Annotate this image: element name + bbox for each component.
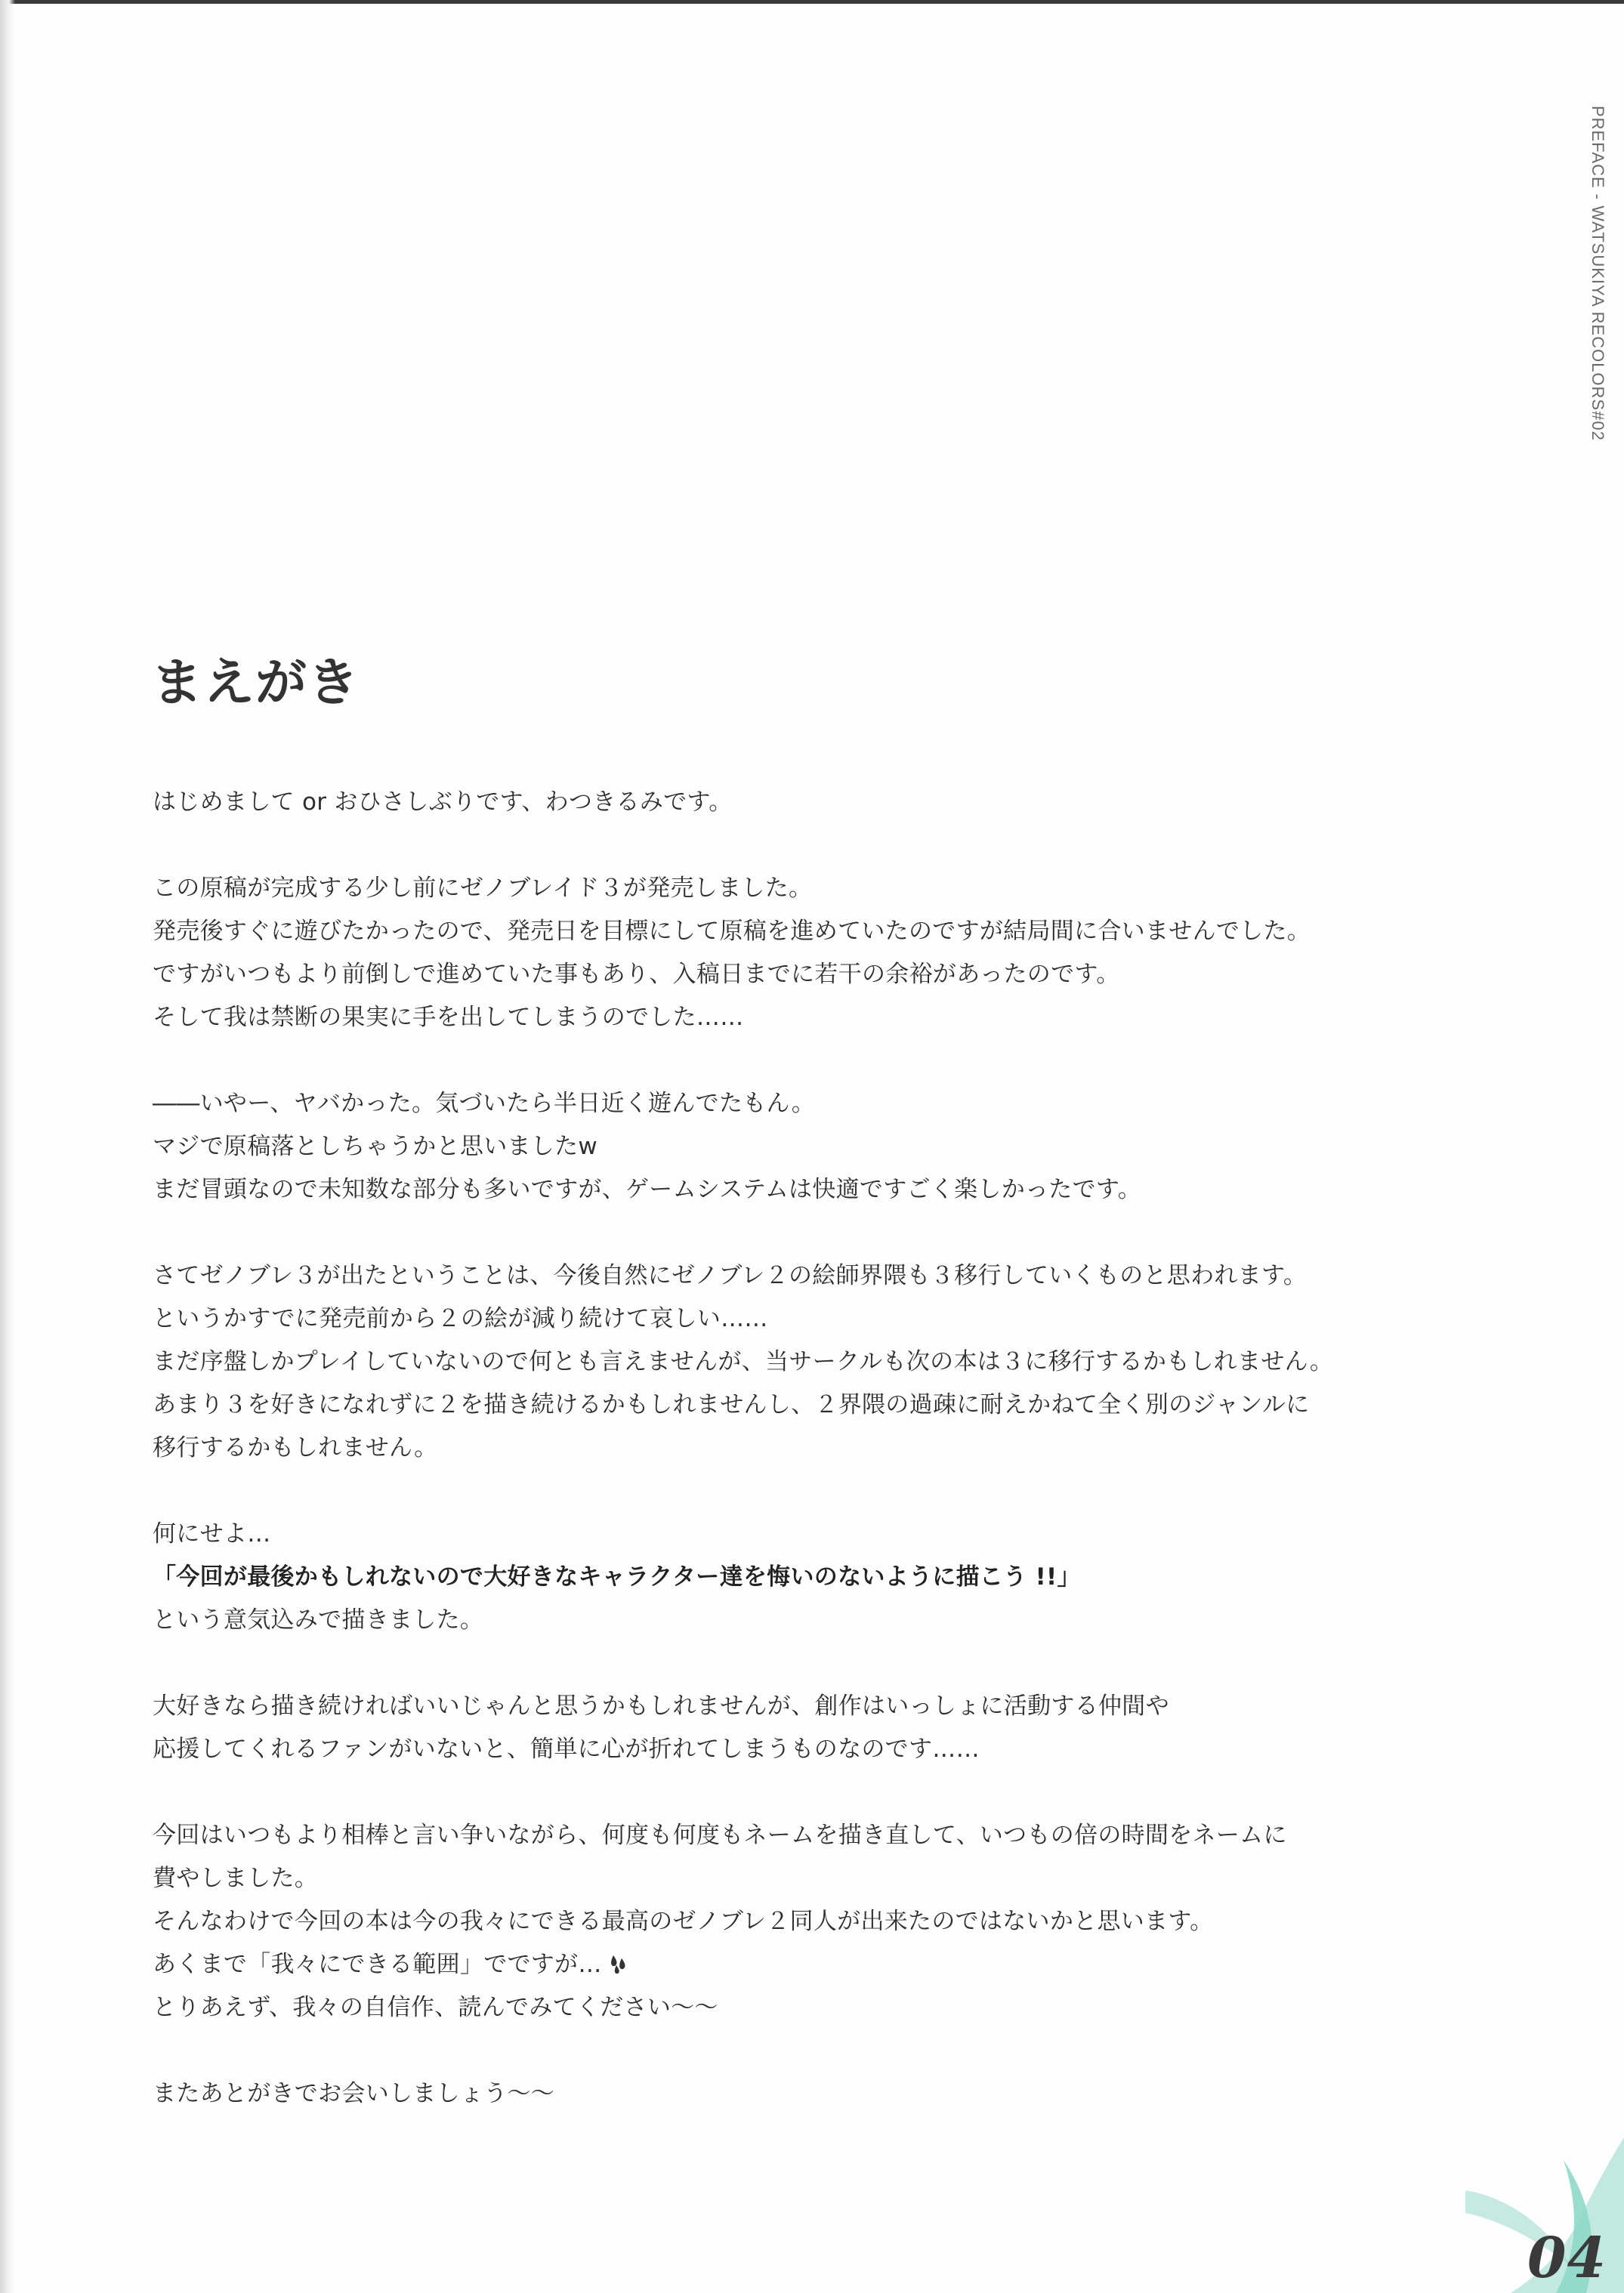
line-text: はじめまして or おひさしぶりです、わつきるみです。 bbox=[153, 789, 733, 816]
preface-body bbox=[153, 781, 1452, 2159]
text-line bbox=[153, 1599, 1452, 1642]
page-top-border bbox=[0, 0, 1624, 4]
page-number: 04 bbox=[1527, 2226, 1607, 2291]
text-line bbox=[153, 996, 1452, 1039]
text-line bbox=[153, 1384, 1452, 1427]
line-text: この原稿が完成する少し前にゼノブレイド３が発売しました。 bbox=[153, 875, 813, 902]
text-line bbox=[153, 1814, 1452, 1857]
paragraph bbox=[153, 2072, 1452, 2116]
line-text: あくまで「我々にできる範囲」でですが… bbox=[153, 1951, 602, 1978]
line-text: 何にせよ… bbox=[153, 1520, 271, 1548]
emphasis-line bbox=[153, 1556, 1452, 1599]
line-text: 費やしました。 bbox=[153, 1865, 319, 1892]
text-line bbox=[153, 1298, 1452, 1341]
text-line bbox=[153, 1513, 1452, 1556]
line-text: そして我は禁断の果実に手を出してしまうのでした…… bbox=[153, 1004, 744, 1031]
text-line bbox=[153, 910, 1452, 953]
text-line bbox=[153, 1255, 1452, 1298]
paragraph bbox=[153, 867, 1452, 1039]
text-line bbox=[153, 867, 1452, 910]
line-text: 移行するかもしれません。 bbox=[153, 1434, 438, 1461]
line-text: またあとがきでお会いしましょう～～ bbox=[153, 2080, 555, 2107]
text-line bbox=[153, 1728, 1452, 1771]
line-text: 大好きなら描き続ければいいじゃんと思うかもしれませんが、創作はいっしょに活動する仲間や bbox=[153, 1693, 1169, 1720]
line-text: 発売後すぐに遊びたかったので、発売日を目標にして原稿を進めていたのですが結局間に合いませんでした。 bbox=[153, 918, 1311, 945]
text-line bbox=[153, 1986, 1452, 2029]
text-line bbox=[153, 1685, 1452, 1728]
text-line bbox=[153, 1427, 1452, 1470]
text-line bbox=[153, 1125, 1452, 1168]
page-heading: まえがき bbox=[151, 653, 360, 713]
binding-edge bbox=[0, 0, 15, 2293]
paragraph bbox=[153, 1513, 1452, 1642]
line-text: ――いやー、ヤバかった。気づいたら半日近く遊んでたもん。 bbox=[153, 1090, 816, 1117]
text-line bbox=[153, 2072, 1452, 2116]
line-text: 「今回が最後かもしれないので大好きなキャラクター達を悔いのないように描こう !!」 bbox=[153, 1563, 1081, 1591]
line-text: ですがいつもより前倒しで進めていた事もあり、入稿日までに若干の余裕があったのです。 bbox=[153, 961, 1120, 988]
text-line bbox=[153, 1341, 1452, 1384]
line-text: とりあえず、我々の自信作、読んでみてください～～ bbox=[153, 1994, 718, 2021]
line-text: という意気込みで描きました。 bbox=[153, 1606, 484, 1634]
side-section-label: PREFACE - WATSUKIYA RECOLORS#02 bbox=[1588, 106, 1607, 441]
text-line bbox=[153, 1857, 1452, 1900]
line-text: さてゼノブレ３が出たということは、今後自然にゼノブレ２の絵師界隈も３移行していくものと思われます。 bbox=[153, 1262, 1308, 1289]
line-text: マジで原稿落としちゃうかと思いましたw bbox=[153, 1133, 598, 1160]
text-line bbox=[153, 953, 1452, 996]
paragraph bbox=[153, 1814, 1452, 2029]
line-text: 今回はいつもより相棒と言い争いながら、何度も何度もネームを描き直して、いつもの倍の時間をネームに bbox=[153, 1822, 1287, 1849]
paragraph bbox=[153, 1685, 1452, 1771]
line-text: そんなわけで今回の本は今の我々にできる最高のゼノブレ２同人が出来たのではないかと思います。 bbox=[153, 1908, 1214, 1935]
line-text: まだ序盤しかプレイしていないので何とも言えませんが、当サークルも次の本は３に移行するかもしれません。 bbox=[153, 1348, 1334, 1375]
sweat-drops-icon bbox=[607, 1952, 629, 1975]
text-line bbox=[153, 1900, 1452, 1943]
paragraph bbox=[153, 781, 1452, 824]
line-text: あまり３を好きになれずに２を描き続けるかもしれませんし、２界隈の過疎に耐えかねて全く別のジャンルに bbox=[153, 1391, 1310, 1418]
paragraph bbox=[153, 1255, 1452, 1470]
text-line bbox=[153, 781, 1452, 824]
line-text: 応援してくれるファンがいないと、簡単に心が折れてしまうものなのです…… bbox=[153, 1736, 980, 1763]
paragraph bbox=[153, 1082, 1452, 1211]
text-line bbox=[153, 1168, 1452, 1211]
line-text: まだ冒頭なので未知数な部分も多いですが、ゲームシステムは快適ですごく楽しかったです。 bbox=[153, 1176, 1142, 1203]
text-line bbox=[153, 1943, 1452, 1986]
line-text: というかすでに発売前から２の絵が減り続けて哀しい…… bbox=[153, 1305, 768, 1332]
text-line bbox=[153, 1082, 1452, 1125]
